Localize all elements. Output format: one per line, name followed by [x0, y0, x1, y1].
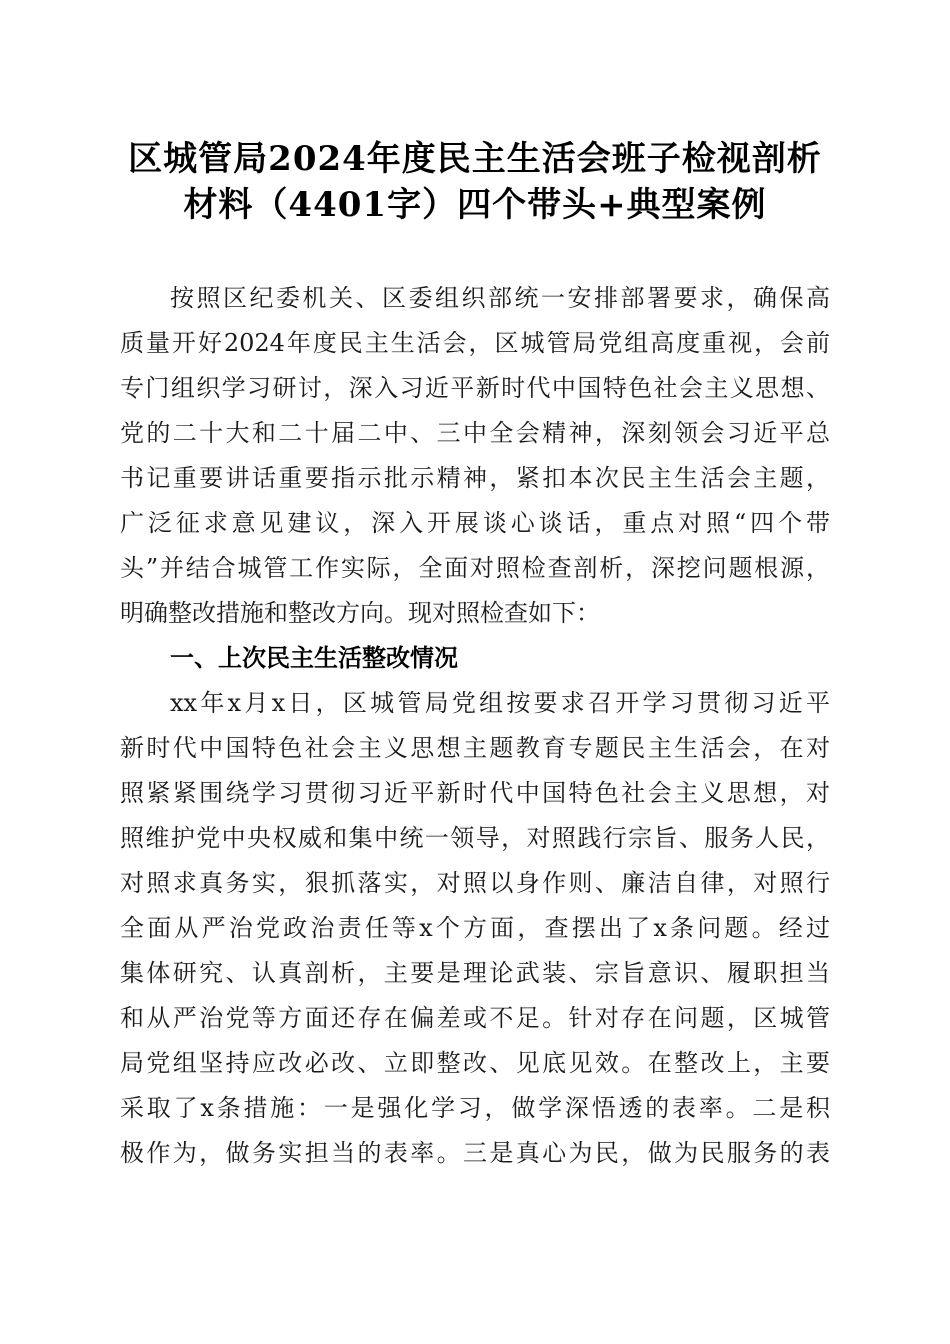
section1-line-2: 新时代中国特色社会主义思想主题教育专题民主生活会，在对 — [120, 734, 830, 762]
section1-line-8: 和从严治党等方面还存在偏差或不足。针对存在问题，区城管 — [120, 1004, 830, 1032]
section1-line-6: 全面从严治党政治责任等x个方面，查摆出了x条问题。经过 — [120, 914, 830, 942]
section1-line-3: 照紧紧围绕学习贯彻习近平新时代中国特色社会主义思想，对 — [120, 779, 830, 807]
section1-line-7: 集体研究、认真剖析，主要是理论武装、宗旨意识、履职担当 — [120, 959, 830, 987]
intro-line-5: 书记重要讲话重要指示批示精神，紧扣本次民主生活会主题， — [120, 464, 830, 492]
intro-line-3: 专门组织学习研讨，深入习近平新时代中国特色社会主义思想、 — [120, 374, 830, 402]
section1-line-9: 局党组坚持应改必改、立即整改、见底见效。在整改上，主要 — [120, 1049, 830, 1077]
section1-line-5: 对照求真务实，狠抓落实，对照以身作则、廉洁自律，对照行 — [120, 869, 830, 897]
intro-line-1: 按照区纪委机关、区委组织部统一安排部署要求，确保高 — [170, 284, 830, 312]
section1-line-11: 极作为，做务实担当的表率。三是真心为民，做为民服务的表 — [120, 1139, 830, 1167]
intro-line-7: 头”并结合城管工作实际，全面对照检查剖析，深挖问题根源， — [120, 554, 830, 582]
section1-line-10: 采取了x条措施：一是强化学习，做学深悟透的表率。二是积 — [120, 1094, 830, 1122]
section-heading-1: 一、上次民主生活整改情况 — [170, 644, 458, 672]
section1-line-4: 照维护党中央权威和集中统一领导，对照践行宗旨、服务人民， — [120, 824, 830, 852]
document-title-line-1: 区城管局2024年度民主生活会班子检视剖析 — [128, 139, 822, 179]
intro-line-4: 党的二十大和二十届二中、三中全会精神，深刻领会习近平总 — [120, 419, 830, 447]
intro-line-2: 质量开好2024年度民主生活会，区城管局党组高度重视，会前 — [120, 329, 830, 357]
intro-line-6: 广泛征求意见建议，深入开展谈心谈话，重点对照“四个带 — [120, 509, 830, 537]
intro-line-8: 明确整改措施和整改方向。现对照检查如下： — [120, 599, 600, 627]
section1-line-1: xx年x月x日，区城管局党组按要求召开学习贯彻习近平 — [170, 689, 830, 717]
document-title-line-2: 材料（4401字）四个带头+典型案例 — [183, 185, 767, 225]
